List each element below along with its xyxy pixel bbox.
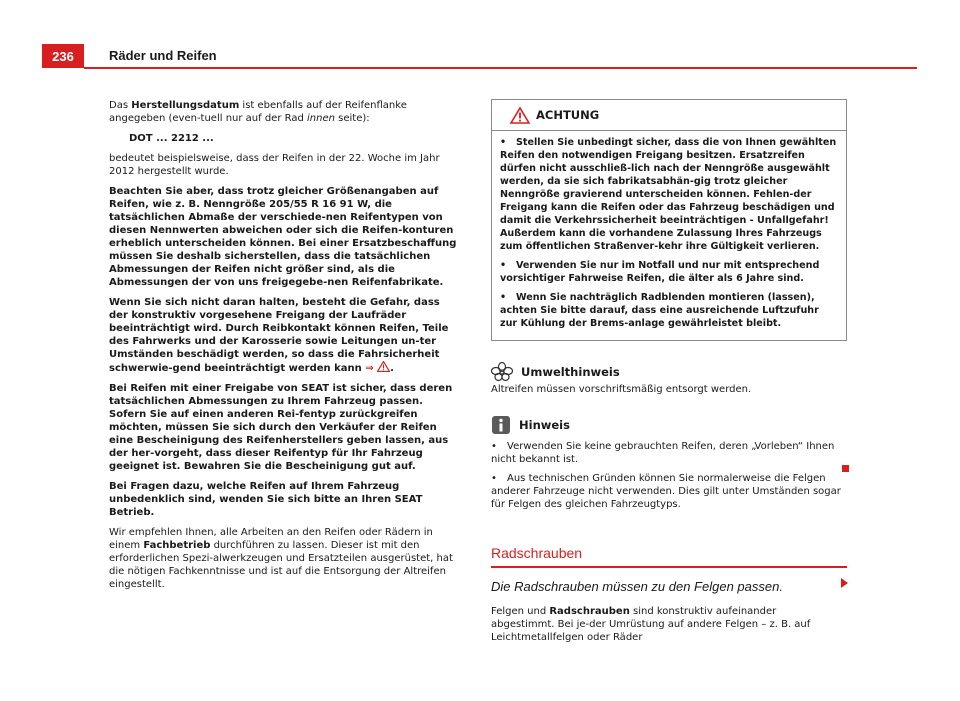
warning-triangle-icon — [377, 361, 390, 372]
continue-arrow-icon[interactable] — [841, 578, 848, 588]
warning-item: • Wenn Sie nachträglich Radblenden montieren (lassen), achten Sie bitte darauf, dass eine ausreichende Luftzufuhr zur Kühlung der Brems-anlage gewährleistet bleibt. — [500, 292, 819, 329]
section-rule — [491, 566, 847, 568]
paragraph-size-warning: Beachten Sie aber, dass trotz gleicher Größenangaben auf Reifen, wie z. B. Nenngröße 205/55 R 16 91 W, die tatsächlichen Abmaße der verschiede-nen Reifentypen von diesen Nennwerten abweichen oder sich die Reifen-konturen erheblich unterscheiden können. Bei einer Ersatzbeschaffung müssen Sie deshalb sicherstellen, dass die tatsächlichen Abmessungen der Reifen nicht größer sind, als die Abmessungen der von uns freigegebe-nen Reifenfabrikate. — [109, 186, 457, 288]
end-of-section-mark — [842, 465, 849, 472]
hint-item: • Verwenden Sie keine gebrauchten Reifen, deren „Vorleben“ Ihnen nicht bekannt ist. — [491, 441, 835, 465]
hint-header — [491, 414, 847, 436]
warning-triangle-icon — [510, 107, 530, 124]
environment-text: Altreifen müssen vorschriftsmäßig entsorgt werden. — [491, 384, 752, 395]
paragraph-questions: Bei Fragen dazu, welche Reifen auf Ihrem Fahrzeug unbedenklich sind, wenden Sie sich bitte an Ihren SEAT Betrieb. — [109, 481, 423, 518]
right-column — [491, 99, 847, 651]
paragraph-seat-approval: Bei Reifen mit einer Freigabe von SEAT ist sicher, dass deren tatsächlichen Abmessungen zu Ihrem Fahrzeug passen. Sofern Sie auf einen anderen Rei-fentyp zurückgreifen möchten, müssen Sie sich durch den Verkäufer der Reifen eine Bescheinigung des Reifenherstellers geben lassen, aus der her-vorgeht, dass dieser Reifentyp für Ihr Fahrzeug geeignet ist. Bewahren Sie die Bescheinigung gut auf. — [109, 383, 453, 472]
section-heading — [491, 547, 847, 568]
page-number: 236 — [42, 44, 84, 68]
paragraph-meaning: bedeutet beispielsweise, dass der Reifen in der 22. Woche im Jahr 2012 hergestellt wurde. — [109, 153, 440, 177]
environment-note-header — [491, 361, 847, 383]
paragraph-production-date: Das Herstellungsdatum ist ebenfalls auf der Reifenflanke angegeben (even-tuell nur auf der Rad innen seite): — [109, 100, 407, 124]
warning-header — [492, 100, 846, 131]
warning-reference[interactable]: ⇒ — [365, 363, 390, 374]
warning-item: • Stellen Sie unbedingt sicher, dass die von Ihnen gewählten Reifen den notwendigen Freigang besitzen. Ersatzreifen dürfen nicht ausschließ-lich nach der Nenngröße ausgewählt werden, da sie sich fabrikatsabhän-gig trotz gleicher Nenngröße gravierend unterscheiden können. Fehlen-der Freigang kann die Reifen oder das Fahrzeug beschädigen und damit die Verkehrssicherheit beeinträchtigen - Unfallgefahr! Außerdem kann die vorhandene Zulassung Ihres Fahrzeugs zum öffentlichen Straßenver-kehr ihre Gültigkeit verlieren. — [500, 137, 837, 252]
header-rule — [84, 67, 917, 69]
page-title: Räder und Reifen — [109, 48, 217, 63]
environment-label: Umwelthinweis — [521, 364, 620, 379]
paragraph-clearance: Wenn Sie sich nicht daran halten, besteht die Gefahr, dass der konstruktiv vorgesehene Freigang der Laufräder beeinträchtigt wird. Durch Reibkontakt können Reifen, Teile des Fahrwerks und der Karosserie sowie Leitungen un-ter Umständen beschädigt werden, so dass die Fahrsicherheit schwerwie-gend beeinträchtigt werden kann ⇒ . — [109, 297, 449, 374]
left-column — [109, 99, 461, 598]
warning-body — [492, 131, 846, 340]
section-subtitle: Die Radschrauben müssen zu den Felgen passen. — [491, 579, 783, 594]
paragraph-recommendation: Wir empfehlen Ihnen, alle Arbeiten an den Reifen oder Rädern in einem Fachbetrieb durchführen zu lassen. Dieser ist mit den erforderlichen Spezi-alwerkzeugen und Ersatzteilen ausgerüstet, hat die nötigen Fachkenntnisse und ist auf die Entsorgung der Altreifen eingestellt. — [109, 527, 453, 590]
warning-item: • Verwenden Sie nur im Notfall und nur mit entsprechend vorsichtiger Fahrweise Reifen, die älter als 6 Jahre sind. — [500, 260, 820, 284]
hint-list — [491, 440, 847, 511]
warning-box — [491, 99, 847, 341]
hint-item: • Aus technischen Gründen können Sie normalerweise die Felgen anderer Fahrzeuge nicht verwenden. Dies gilt unter Umständen sogar für Felgen des gleichen Fahrzeugtyps. — [491, 473, 841, 510]
info-icon — [491, 415, 511, 435]
section-text: Felgen und Radschrauben sind konstruktiv aufeinander abgestimmt. Bei je-der Umrüstung auf andere Felgen – z. B. auf Leichtmetallfelgen oder Räder — [491, 606, 811, 643]
warning-label: ACHTUNG — [536, 107, 600, 122]
hint-label: Hinweis — [519, 417, 570, 432]
section-title: Radschrauben — [491, 545, 583, 561]
dot-code: DOT ... 2212 ... — [129, 133, 214, 144]
environment-flower-icon — [491, 362, 513, 382]
